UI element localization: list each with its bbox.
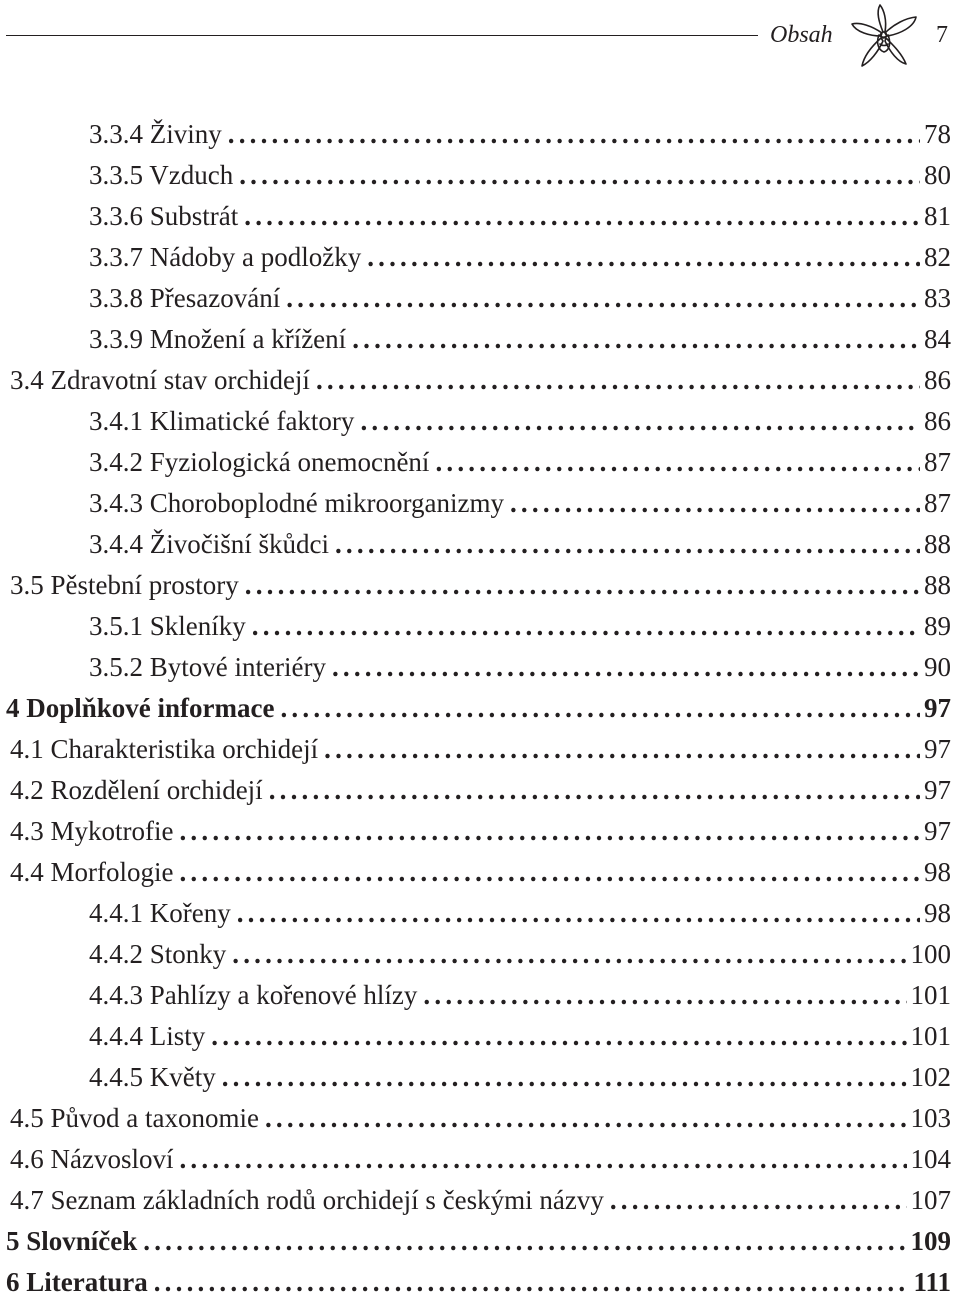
toc-leader-dots — [245, 565, 920, 606]
toc-entry-label: 3.5.2 Bytové interiéry — [89, 652, 326, 682]
toc-entry-label: 4.3 Mykotrofie — [10, 816, 174, 846]
toc-entry — [0, 155, 951, 196]
toc-entry-label: 3.4.2 Fyziologická onemocnění — [89, 447, 430, 477]
toc-entry-label: 4 Doplňkové informace — [6, 693, 275, 723]
toc-entry-page: 88 — [924, 529, 951, 559]
toc-entry-page: 102 — [910, 1062, 951, 1092]
toc-entry — [0, 852, 951, 893]
toc-entry-page: 98 — [924, 857, 951, 887]
toc-entry-page: 84 — [924, 324, 951, 354]
toc-entry-label: 3.5.1 Skleníky — [89, 611, 246, 641]
toc-entry-page: 109 — [910, 1226, 951, 1256]
toc-entry — [0, 1221, 951, 1262]
toc-entry-page: 97 — [924, 775, 951, 805]
toc-entry-page: 87 — [924, 447, 951, 477]
toc-entry-label: 3.4.4 Živočišní škůdci — [89, 529, 329, 559]
toc-entry-label: 3.3.4 Živiny — [89, 119, 222, 149]
toc-entry-label: 4.4.2 Stonky — [89, 939, 227, 969]
toc-entry — [0, 565, 951, 606]
toc-leader-dots — [143, 1221, 906, 1262]
toc-entry-page: 111 — [913, 1267, 951, 1297]
toc-leader-dots — [324, 729, 920, 770]
toc-entry — [0, 1016, 951, 1057]
toc-entry — [0, 483, 951, 524]
toc-entry — [0, 606, 951, 647]
toc-leader-dots — [423, 975, 906, 1016]
toc-entry-label: 3.3.5 Vzduch — [89, 160, 234, 190]
page-header — [0, 0, 960, 80]
toc-entry-page: 88 — [924, 570, 951, 600]
toc-entry-label: 4.5 Původ a taxonomie — [10, 1103, 259, 1133]
toc-entry-label: 3.3.9 Množení a křížení — [89, 324, 347, 354]
table-of-contents — [0, 114, 960, 1303]
toc-leader-dots — [237, 893, 920, 934]
header-rule — [6, 35, 758, 36]
toc-entry-page: 86 — [924, 365, 951, 395]
toc-entry — [0, 934, 951, 975]
toc-leader-dots — [244, 196, 920, 237]
toc-entry-page: 98 — [924, 898, 951, 928]
toc-leader-dots — [332, 647, 920, 688]
toc-entry-page: 89 — [924, 611, 951, 641]
toc-entry-page: 87 — [924, 488, 951, 518]
toc-leader-dots — [352, 319, 920, 360]
orchid-flower-icon — [846, 2, 920, 72]
toc-leader-dots — [367, 237, 920, 278]
toc-entry-page: 78 — [924, 119, 951, 149]
toc-entry — [0, 196, 951, 237]
toc-entry-page: 82 — [924, 242, 951, 272]
toc-entry-label: 4.4.5 Květy — [89, 1062, 216, 1092]
toc-entry-label: 3.3.6 Substrát — [89, 201, 239, 231]
toc-entry-label: 3.3.7 Nádoby a podložky — [89, 242, 362, 272]
toc-entry-page: 81 — [924, 201, 951, 231]
toc-leader-dots — [228, 114, 920, 155]
toc-entry-page: 90 — [924, 652, 951, 682]
toc-entry-page: 97 — [924, 693, 951, 723]
toc-entry — [0, 688, 951, 729]
toc-entry — [0, 893, 951, 934]
toc-entry-page: 107 — [910, 1185, 951, 1215]
toc-leader-dots — [335, 524, 920, 565]
toc-entry — [0, 770, 951, 811]
toc-entry-label: 4.6 Názvosloví — [10, 1144, 174, 1174]
toc-entry-label: 5 Slovníček — [6, 1226, 138, 1256]
toc-entry — [0, 360, 951, 401]
toc-entry — [0, 319, 951, 360]
running-title: Obsah — [770, 22, 833, 48]
toc-entry — [0, 114, 951, 155]
toc-leader-dots — [222, 1057, 907, 1098]
toc-entry-label: 4.7 Seznam základních rodů orchidejí s českými názvy — [10, 1185, 604, 1215]
toc-entry — [0, 401, 951, 442]
toc-entry — [0, 278, 951, 319]
toc-leader-dots — [154, 1262, 910, 1303]
toc-entry — [0, 1262, 951, 1303]
toc-entry-page: 104 — [910, 1144, 951, 1174]
toc-entry-page: 103 — [910, 1103, 951, 1133]
toc-entry-page: 83 — [924, 283, 951, 313]
toc-entry-label: 4.4.4 Listy — [89, 1021, 206, 1051]
toc-leader-dots — [316, 360, 920, 401]
toc-entry-page: 97 — [924, 816, 951, 846]
toc-entry-page: 100 — [910, 939, 951, 969]
toc-leader-dots — [286, 278, 920, 319]
toc-entry — [0, 237, 951, 278]
toc-leader-dots — [269, 770, 920, 811]
toc-entry — [0, 1180, 951, 1221]
toc-entry — [0, 1057, 951, 1098]
toc-entry-label: 6 Literatura — [6, 1267, 148, 1297]
toc-entry-label: 3.5 Pěstební prostory — [10, 570, 239, 600]
toc-entry — [0, 729, 951, 770]
toc-leader-dots — [252, 606, 920, 647]
toc-entry-label: 4.4.1 Kořeny — [89, 898, 231, 928]
toc-entry — [0, 975, 951, 1016]
toc-leader-dots — [239, 155, 920, 196]
toc-leader-dots — [211, 1016, 906, 1057]
toc-entry-page: 86 — [924, 406, 951, 436]
toc-leader-dots — [179, 852, 920, 893]
toc-entry — [0, 811, 951, 852]
toc-leader-dots — [280, 688, 920, 729]
toc-entry-page: 97 — [924, 734, 951, 764]
toc-entry-page: 101 — [910, 980, 951, 1010]
toc-leader-dots — [435, 442, 920, 483]
toc-leader-dots — [265, 1098, 907, 1139]
toc-entry-label: 3.4 Zdravotní stav orchidejí — [10, 365, 310, 395]
toc-leader-dots — [360, 401, 920, 442]
toc-entry-label: 3.4.3 Choroboplodné mikroorganizmy — [89, 488, 504, 518]
toc-entry-page: 101 — [910, 1021, 951, 1051]
toc-leader-dots — [179, 811, 920, 852]
toc-entry-label: 4.2 Rozdělení orchidejí — [10, 775, 263, 805]
toc-entry — [0, 524, 951, 565]
toc-leader-dots — [232, 934, 906, 975]
toc-entry — [0, 1139, 951, 1180]
toc-entry-label: 4.4 Morfologie — [10, 857, 174, 887]
toc-entry-label: 3.3.8 Přesazování — [89, 283, 281, 313]
toc-entry — [0, 442, 951, 483]
toc-leader-dots — [510, 483, 920, 524]
toc-entry — [0, 1098, 951, 1139]
toc-entry — [0, 647, 951, 688]
toc-entry-label: 4.1 Charakteristika orchidejí — [10, 734, 319, 764]
toc-entry-page: 80 — [924, 160, 951, 190]
toc-entry-label: 3.4.1 Klimatické faktory — [89, 406, 355, 436]
toc-leader-dots — [610, 1180, 907, 1221]
page-number: 7 — [936, 22, 948, 48]
toc-leader-dots — [179, 1139, 906, 1180]
toc-entry-label: 4.4.3 Pahlízy a kořenové hlízy — [89, 980, 418, 1010]
